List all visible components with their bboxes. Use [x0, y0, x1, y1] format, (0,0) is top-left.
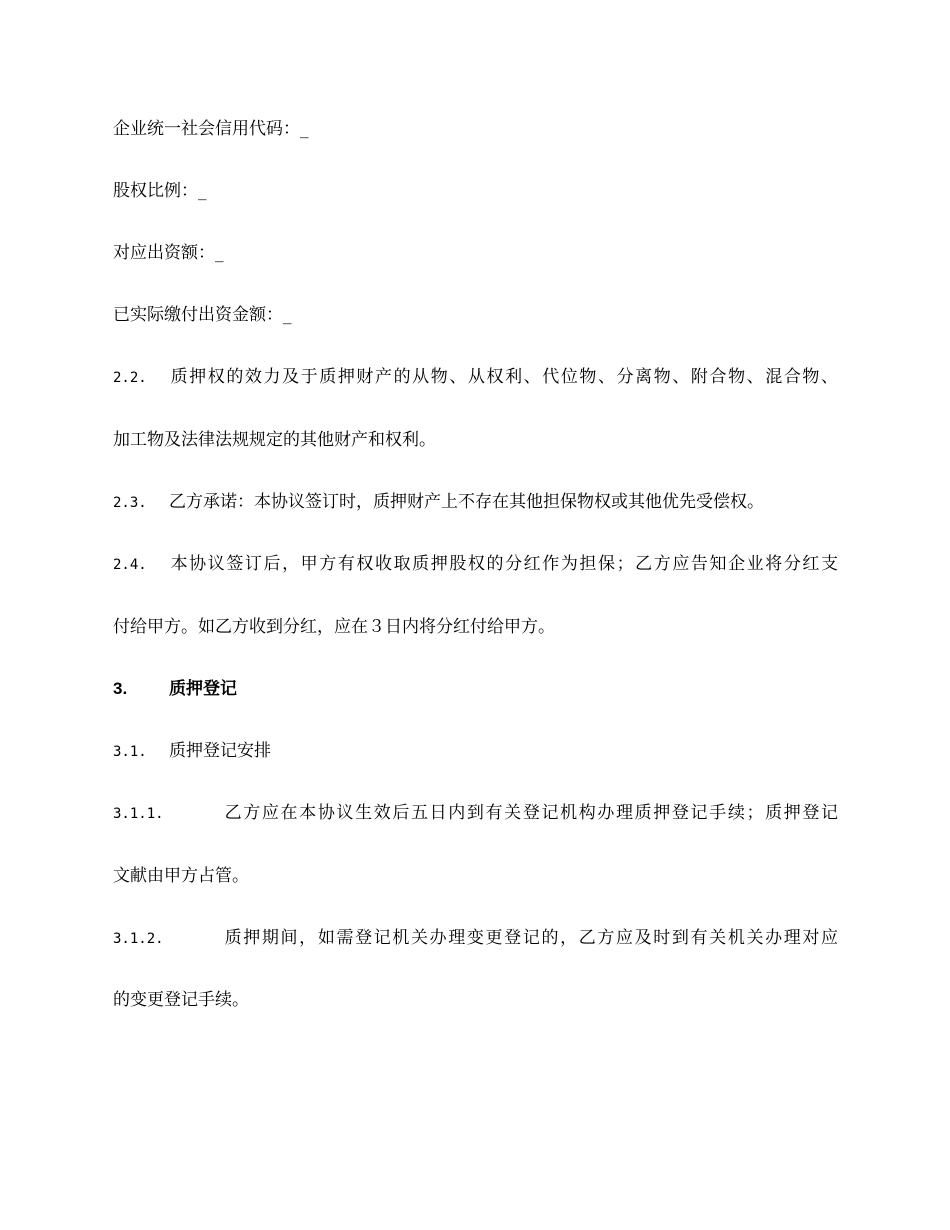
clause-2-2-line1 [113, 365, 838, 390]
clause-3-1 [113, 739, 838, 764]
clause-3-1-1-line2: 文献由甲方占管。 [113, 866, 249, 886]
clause-number: 3.1.2. [113, 931, 164, 947]
section-title: 质押登记 [169, 679, 237, 699]
clause-3-1-2-line2: 的变更登记手续。 [113, 990, 249, 1010]
clause-text: 质押期间，如需登记机关办理变更登记的，乙方应及时到有关机关办理对应 [223, 928, 838, 948]
credit-code-field: 企业统一社会信用代码：_ [113, 119, 309, 139]
equity-ratio-field: 股权比例：_ [113, 181, 207, 201]
capital-amount-field: 对应出资额：_ [113, 243, 224, 263]
paid-amount-field: 已实际缴付出资金额：_ [113, 305, 292, 325]
clause-3-1-1-line1 [113, 801, 838, 826]
clause-number: 3.1.1. [113, 806, 164, 822]
clause-text: 乙方承诺：本协议签订时，质押财产上不存在其他担保物权或其他优先受偿权。 [169, 492, 764, 512]
clause-text: 本协议签订后，甲方有权收取质押股权的分红作为担保；乙方应告知企业将分红支 [169, 554, 838, 574]
clause-2-3 [113, 490, 838, 515]
clause-3-1-2-line1 [113, 926, 838, 951]
clause-text: 乙方应在本协议生效后五日内到有关登记机构办理质押登记手续；质押登记 [223, 803, 838, 823]
clause-number: 2.4. [113, 557, 147, 573]
section-number: 3. [113, 679, 128, 698]
clause-number: 2.3. [113, 495, 147, 511]
clause-2-4-line2: 付给甲方。如乙方收到分红，应在３日内将分红付给甲方。 [113, 617, 555, 637]
clause-2-2-line2: 加工物及法律法规规定的其他财产和权利。 [113, 430, 436, 450]
clause-text: 质押权的效力及于质押财产的从物、从权利、代位物、分离物、附合物、混合物、 [169, 367, 838, 387]
clause-2-4-line1 [113, 552, 838, 577]
section-3-heading [113, 677, 838, 701]
clause-number: 2.2. [113, 370, 147, 386]
clause-number: 3.1. [113, 744, 147, 760]
clause-text: 质押登记安排 [169, 741, 271, 761]
